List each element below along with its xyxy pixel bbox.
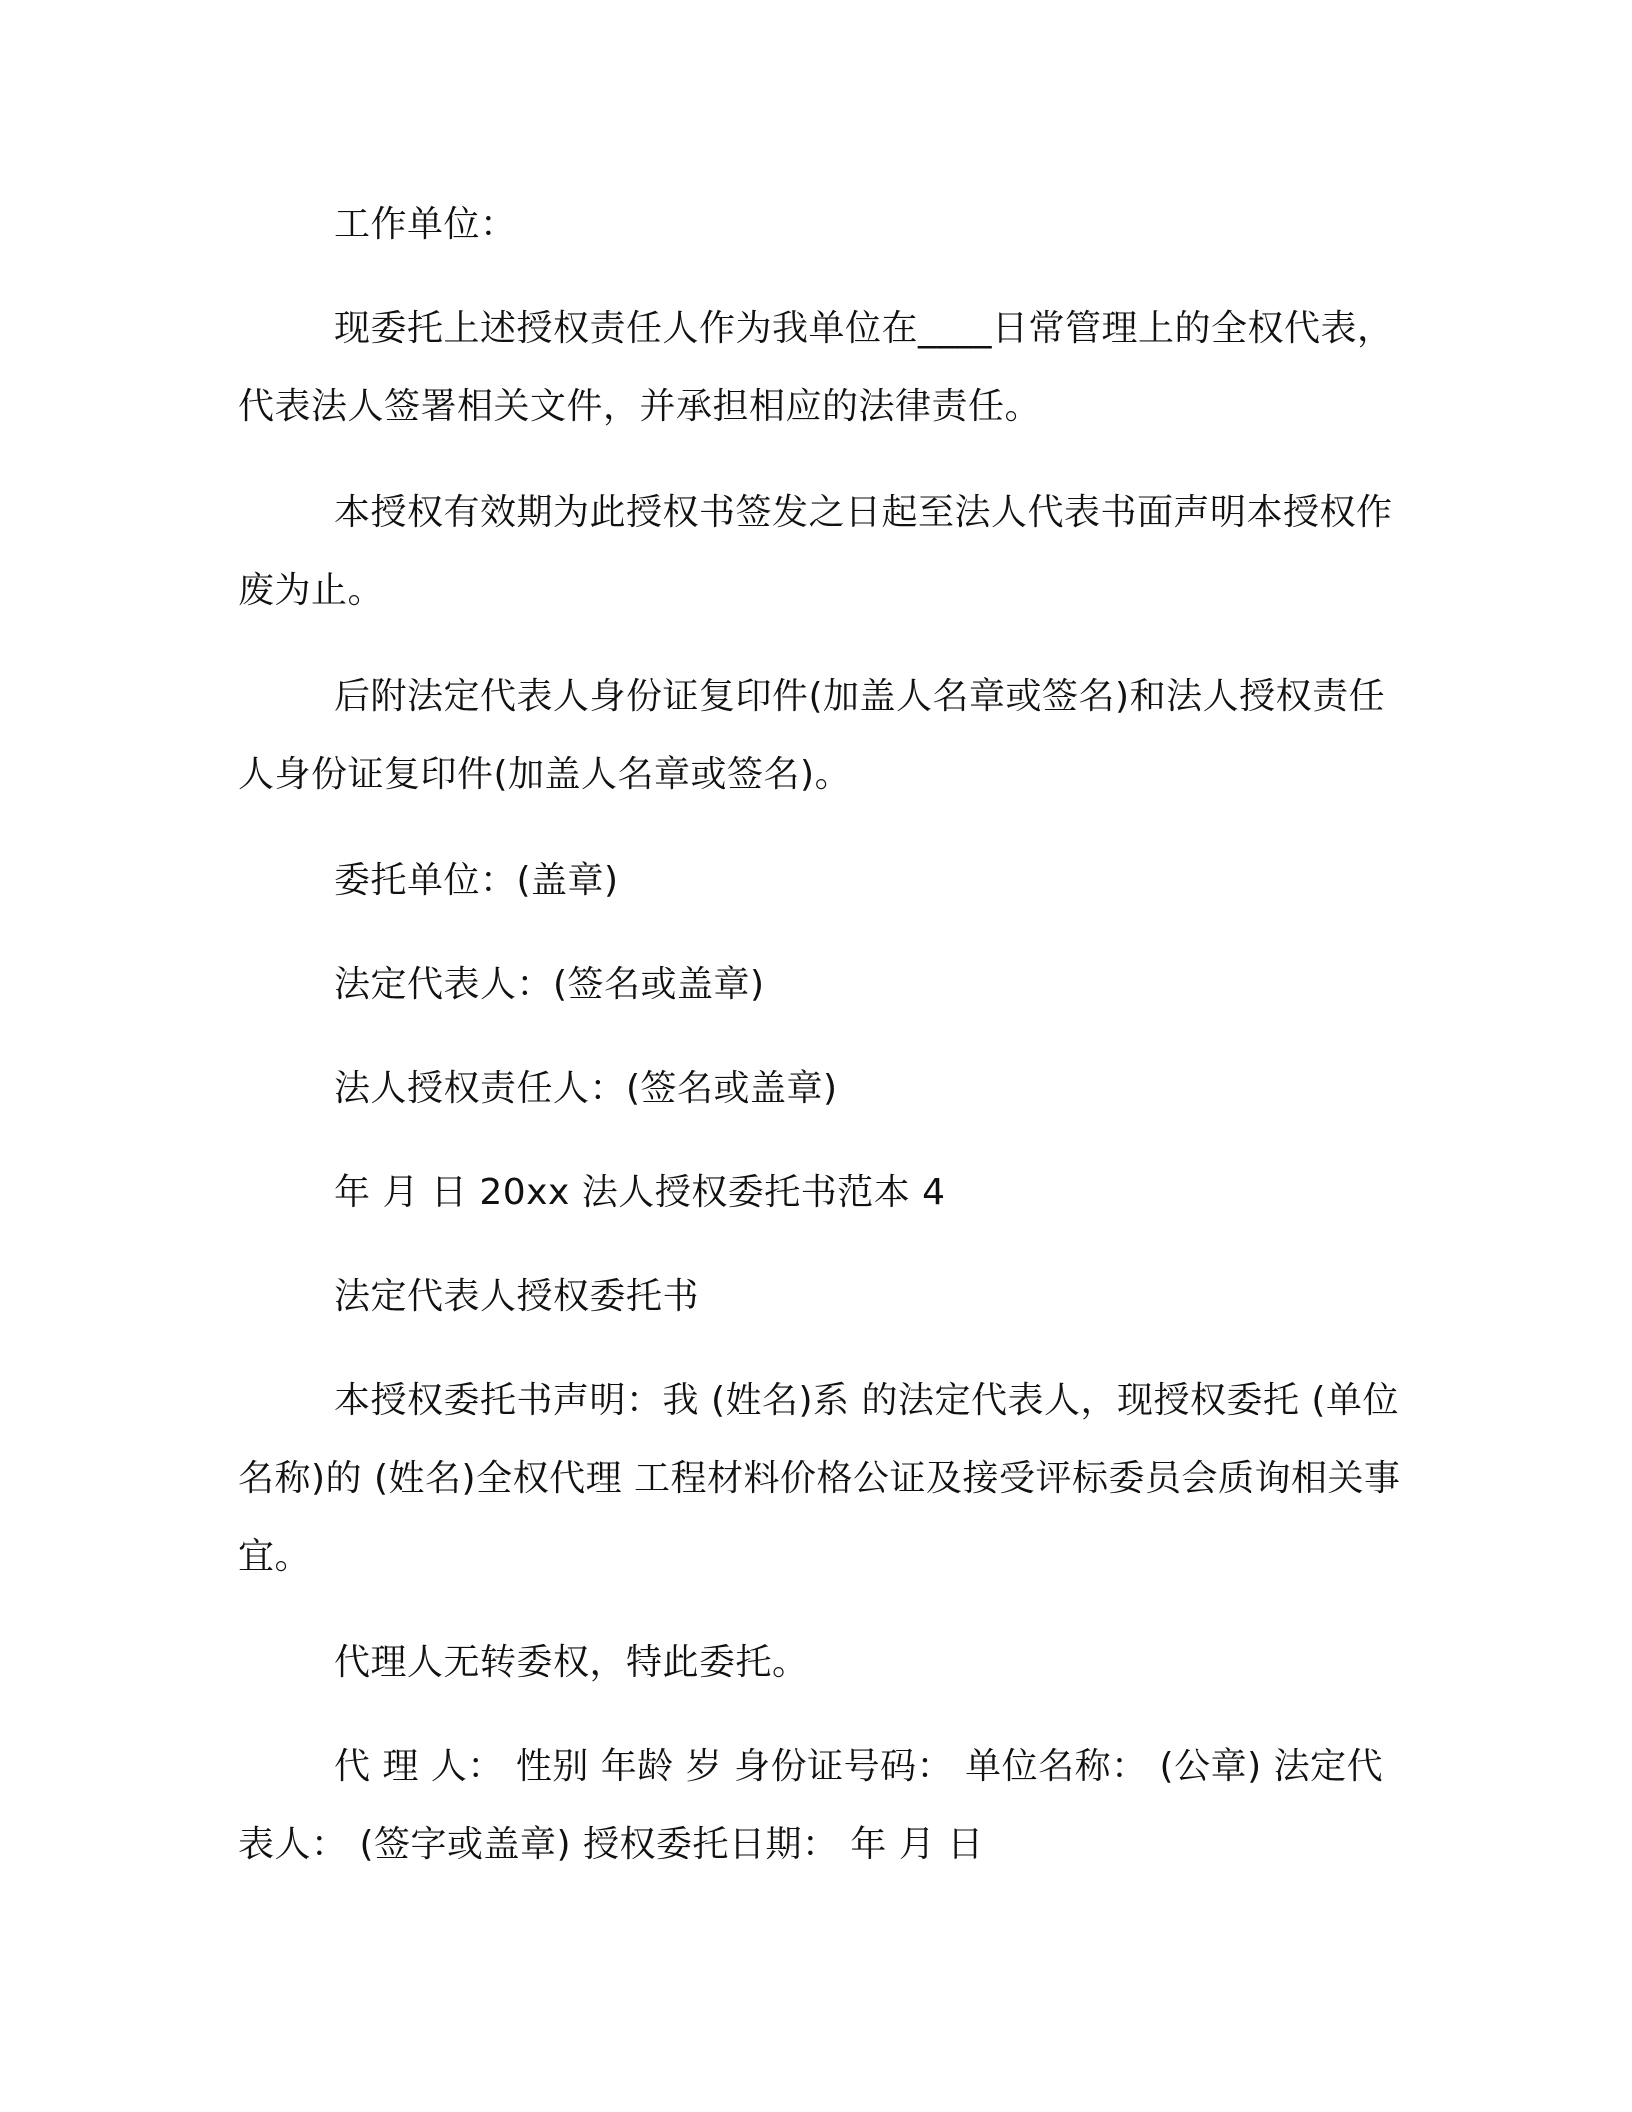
paragraph-delegation: 现委托上述授权责任人作为我单位在____日常管理上的全权代表，代表法人签署相关文件，并承担相应的法律责任。 <box>238 308 1394 427</box>
document-title: 法定代表人授权委托书 <box>334 1276 700 1317</box>
paragraph-agent-details: 代 理 人： 性别 年龄 岁 身份证号码： 单位名称： (公章) 法定代表人： (签字或盖章) 授权委托日期： 年 月 日 <box>238 1746 1384 1865</box>
paragraph-legal-representative: 法定代表人：(签名或盖章) <box>334 964 765 1005</box>
paragraph-authorized-person: 法人授权责任人：(签名或盖章) <box>334 1068 838 1109</box>
paragraph-declaration: 本授权委托书声明：我 (姓名)系 的法定代表人，现授权委托 (单位名称)的 (姓名)全权代理 工程材料价格公证及接受评标委员会质询相关事宜。 <box>238 1380 1401 1577</box>
paragraph-validity: 本授权有效期为此授权书签发之日起至法人代表书面声明本授权作废为止。 <box>238 492 1393 611</box>
paragraph-entrusting-unit: 委托单位：(盖章) <box>334 860 619 901</box>
paragraph-attachments: 后附法定代表人身份证复印件(加盖人名章或签名)和法人授权责任人身份证复印件(加盖人名章或签名)。 <box>238 676 1386 795</box>
document-body <box>238 186 1408 1912</box>
paragraph-no-subdelegation: 代理人无转委权，特此委托。 <box>334 1642 809 1683</box>
paragraph-work-unit: 工作单位： <box>334 204 517 245</box>
paragraph-date-and-template-title: 年 月 日 20xx 法人授权委托书范本 4 <box>334 1172 946 1213</box>
